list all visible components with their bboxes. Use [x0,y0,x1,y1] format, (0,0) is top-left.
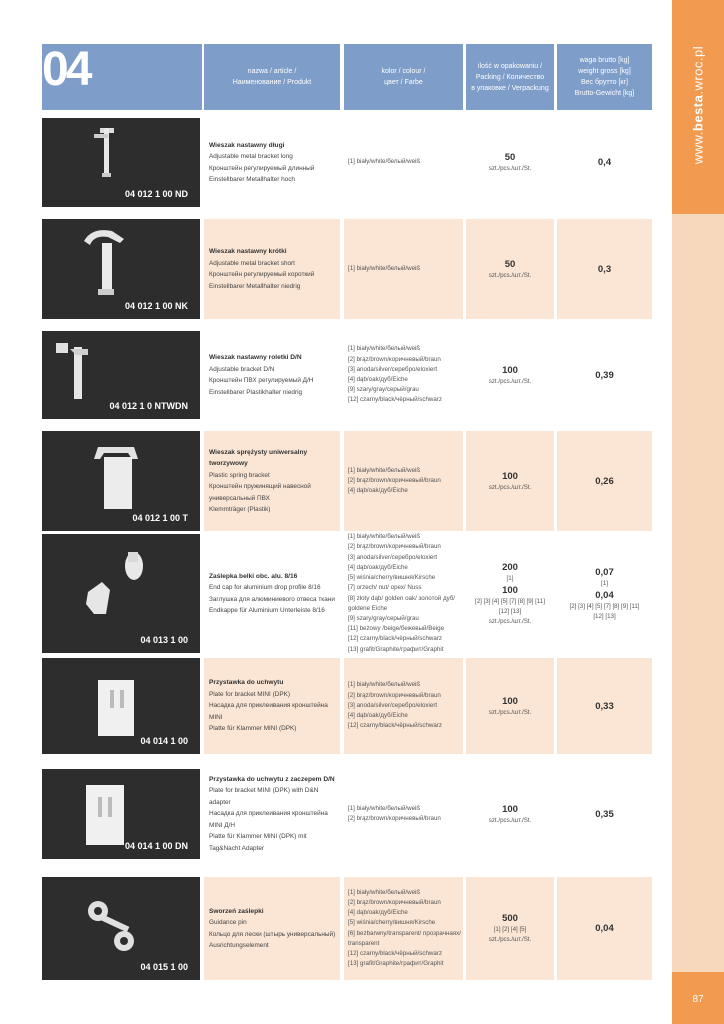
packing-cell [466,769,554,859]
product-description-cell [204,219,340,319]
product-description-line: Заглушка для алюминиевого отвеса ткани [209,595,335,603]
color-option: [4] dąb/oak/дуб/Eiche [348,712,408,720]
color-cell [344,331,463,419]
color-option: [4] dąb/oak/дуб/Eiche [348,563,408,571]
product-code: 04 013 1 00 [140,635,188,645]
product-description-line: Adjustable bracket D/N [209,365,275,373]
weight-value: 0,35 [595,808,614,820]
weight-cell [557,219,652,319]
packing-cell [466,431,554,531]
packing-quantity: 500 [502,913,518,924]
color-option: [7] orzech/ nut/ орех/ Nuss [348,584,422,592]
section-number: 04 [42,43,90,96]
weight-cell [557,877,652,980]
product-code: 04 012 1 00 T [132,513,188,523]
weight-cell [557,658,652,754]
packing-unit: szt./pcs./шт./St. [488,271,532,279]
weight-detail: [12] [13] [593,612,616,620]
color-option: [1] biały/white/белый/weiß [348,264,421,272]
product-code: 04 012 1 0 NTWDN [109,401,188,411]
product-description-line: Einstellbarer Metallhalter hoch [209,176,295,183]
weight-cell [557,431,652,531]
color-option: [2] brąz/brown/коричневый/braun [348,476,441,484]
packing-cell [466,877,554,980]
color-cell [344,658,463,754]
color-option: [13] grafit/Graphite/графит/Graphit [348,960,444,968]
weight-cell [557,118,652,207]
weight-value: 0,33 [595,700,614,712]
packing-detail: [12] [13] [498,607,522,615]
product-description-cell [204,534,340,653]
packing-unit: szt./pcs./шт./St. [488,708,532,716]
packing-quantity: 100 [502,364,518,376]
packing-unit: szt./pcs./шт./St. [488,816,532,824]
color-option: [6] bezbarwny/transparent/ прозрачнаях/ transparent [348,929,461,947]
product-image [42,431,200,531]
packing-unit: szt./pcs./шт./St. [488,165,532,172]
product-description-line: Guidance pin [209,919,247,926]
product-description-line: Кронштейн регулируемый короткий [209,271,315,278]
product-image [42,219,200,319]
packing-detail: [1] [506,574,514,582]
product-description-line: Кронштейн ПВХ регулируемый Д/Н [209,377,314,384]
product-description-line: Кольцо для лески (штырь универсальный) [209,930,336,938]
product-description-line: Кронштейн регулируемый длинный [209,164,315,172]
color-option: [2] brąz/brown/коричневый/braun [348,898,441,906]
packing-quantity: 50 [504,152,516,163]
color-option: [1] biały/white/белый/weiß [348,533,421,541]
color-option: [11] beżowy /beige/бежевый/Beige [348,625,445,633]
product-name: Wieszak sprężysty uniwersalny tworzywowy [209,448,308,467]
color-cell [344,431,463,531]
packing-unit: szt./pcs./шт./St. [488,483,532,491]
product-code: 04 014 1 00 [140,736,188,746]
product-description-line: Einstellbarer Metallhalter niedrig [209,282,301,290]
product-description-line: Endkappe für Aluminium Unterleiste 8/16 [209,607,325,614]
packing-cell [466,219,554,319]
color-option: [3] anoda/silver/серебро/eloxiert [348,701,438,709]
product-description-line: Platte für Klammer MINI (DPK) mit Tag&Nacht Adapter [209,833,307,852]
product-name: Sworzeń zaślepki [209,907,264,915]
product-image [42,877,200,980]
product-description-line: Кронштейн пружинящий навесной универсальный ПВХ [209,483,311,502]
product-description-cell [204,658,340,754]
color-option: [12] czarny/black/чёрный/schwarz [348,396,442,404]
color-option: [1] biały/white/белый/weiß [348,804,421,812]
color-option: [4] dąb/oak/дуб/Eiche [348,909,408,917]
color-option: [13] grafit/Graphite/графит/Graphit [348,645,444,653]
product-description-cell [204,877,340,980]
packing-detail: [1] [2] [4] [5] [493,926,527,933]
product-name: Przystawka do uchwytu z zaczepem D/N [209,775,335,783]
color-option: [1] biały/white/белый/weiß [348,158,421,166]
product-image [42,331,200,419]
website-url[interactable]: www.besta.wroc.pl [690,45,706,165]
weight-cell [557,331,652,419]
color-option: [1] biały/white/белый/weiß [348,466,421,474]
color-option: [12] czarny/black/чёрный/schwarz [348,949,442,957]
packing-quantity: 200 [502,561,518,573]
product-image [42,769,200,859]
product-name: Przystawka do uchwytu [209,679,284,687]
weight-detail: [2] [3] [4] [5] [7] [8] [9] [11] [569,602,640,610]
header-name: nazwa / article / Наименование / Produkt [204,44,340,110]
packing-quantity: 100 [502,695,518,707]
color-option: [2] brąz/brown/коричневый/braun [348,691,441,699]
product-description-line: Adjustable metal bracket long [209,153,293,160]
color-option: [12] czarny/black/чёрный/schwarz [348,635,442,643]
color-cell [344,877,463,980]
packing-detail: [2] [3] [4] [5] [7] [8] [9] [11] [474,597,546,605]
color-option: [8] złoty dąb/ golden oak/ золотой дуб/ goldene Eiche [348,594,455,612]
color-option: [3] anoda/silver/серебро/eloxiert [348,365,438,373]
color-option: [4] dąb/oak/дуб/Eiche [348,487,408,495]
color-option: [5] wiśnia/cherry/вишня/Kirsche [348,919,436,927]
product-image [42,658,200,754]
header-packing: ilość w opakowaniu / Packing / Количество в упаковке / Verpackung [466,44,554,110]
product-name: Wieszak nastawny krótki [209,248,287,255]
product-description-line: End cap for aluminium drop profile 8/16 [209,584,321,591]
product-description-line: Ausrichtungselement [209,942,269,949]
weight-value: 0,04 [595,923,614,934]
product-code: 04 012 1 00 NK [124,301,188,311]
weight-detail: 0,04 [595,589,614,601]
packing-cell [466,118,554,207]
weight-value: 0,4 [597,157,612,168]
product-description-line: Plate for bracket MINI (DPK) with D&N adapter [209,787,319,806]
color-option: [1] biały/white/белый/weiß [348,345,421,353]
packing-detail: 100 [502,584,518,596]
weight-cell [557,769,652,859]
product-description-line: Plastic spring bracket [209,471,270,479]
product-description-cell [204,118,340,207]
side-band-top [672,0,724,214]
weight-value: 0,3 [597,263,612,275]
color-option: [1] biały/white/белый/weiß [348,681,421,689]
color-cell [344,219,463,319]
product-code: 04 012 1 00 ND [124,189,188,199]
product-description-line: Einstellbarer Plastikhalter niedrig [209,388,303,396]
weight-value: 0,39 [595,369,614,381]
side-band [672,0,724,1024]
color-option: [9] szary/gray/серый/grau [348,614,419,622]
weight-detail: [1] [601,579,608,587]
product-image [42,118,200,207]
product-description-line: Klemmträger (Plastik) [209,506,271,513]
color-option: [4] dąb/oak/дуб/Eiche [348,376,408,383]
color-cell [344,534,463,653]
header-weight: waga brutto [kg] weight gross [kg] Вес брутто [кг] Brutto-Gewicht [kg] [557,44,652,110]
weight-value: 0,26 [595,475,614,487]
color-option: [1] biały/white/белый/weiß [348,888,421,896]
product-name: Zaślepka belki obc. alu. 8/16 [209,572,298,580]
packing-cell [466,658,554,754]
weight-cell [557,534,652,653]
product-description-line: Насадка для приклеивания кронштейна MINI Д/Н [209,810,328,829]
product-description-cell [204,331,340,419]
product-image [42,534,200,653]
product-description-line: Platte für Klammer MINI (DPK) [209,725,297,733]
packing-unit: szt./pcs./шт./St. [488,936,532,943]
product-description-cell [204,431,340,531]
color-option: [2] brąz/brown/коричневый/braun [348,543,441,551]
page-number: 87 [692,994,704,1005]
packing-quantity: 100 [502,803,518,815]
packing-quantity: 100 [502,470,518,482]
product-description-line: Насадка для приклеивания кронштейна MINI [209,702,328,721]
side-band-bottom [672,972,724,1024]
color-cell [344,118,463,207]
color-option: [2] brąz/brown/коричневый/braun [348,355,441,363]
header-color: kolor / colour / цвет / Farbe [344,44,463,110]
product-description-cell [204,769,340,859]
color-option: [12] czarny/black/чёрный/schwarz [348,722,442,730]
color-option: [3] anoda/silver/серебро/eloxiert [348,553,438,561]
product-description-line: Adjustable metal bracket short [209,259,295,267]
packing-unit: szt./pcs./шт./St. [488,617,532,625]
packing-cell [466,534,554,653]
section-number-box [42,44,202,110]
color-option: [5] wiśnia/cherry/вишня/Kirsche [348,574,436,582]
weight-value: 0,07 [595,566,614,578]
packing-quantity: 50 [504,258,516,270]
product-name: Wieszak nastawny długi [209,141,285,149]
color-option: [2] brąz/brown/коричневый/braun [348,815,441,822]
product-code: 04 015 1 00 [140,962,188,972]
color-option: [9] szary/gray/серый/grau [348,386,419,394]
product-code: 04 014 1 00 DN [124,841,188,851]
packing-cell [466,331,554,419]
color-cell [344,769,463,859]
packing-unit: szt./pcs./шт./St. [488,377,532,385]
product-name: Wieszak nastawny roletki D/N [209,354,302,361]
product-description-line: Plate for bracket MINI (DPK) [209,690,290,698]
